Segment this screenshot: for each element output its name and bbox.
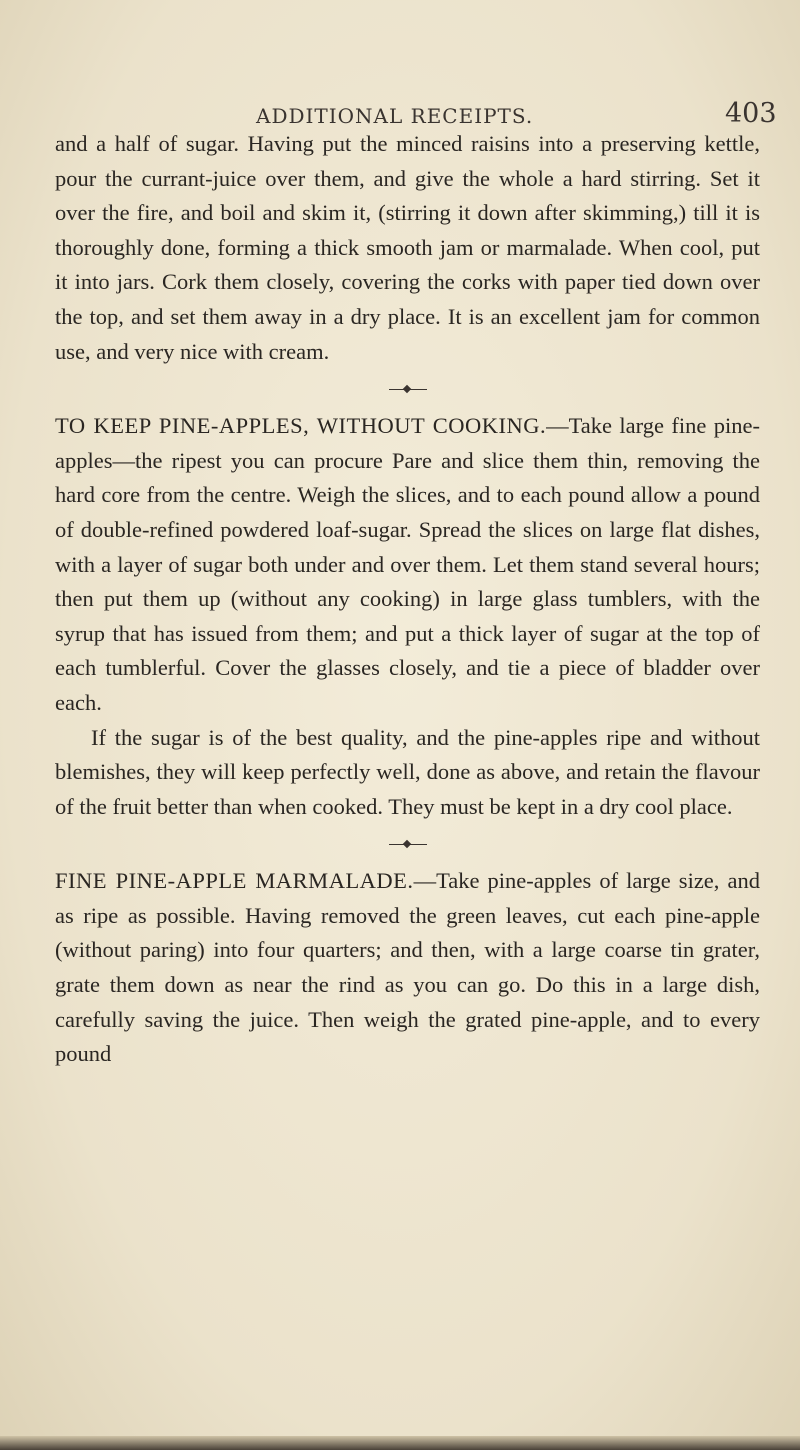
recipe-body-pineapples: —Take large fine pine-apples—the ripest you can procure Pare and slice them thin, removing the hard core from the centre. Weigh the slices, and to each pound allow a pound of double-refined powdered loaf-sugar. Spread the slices on large flat dishes, with a layer of sugar both under and over them. Let them stand several hours; then put them up (without any cooking) in large glass tumblers, with the syrup that has issued from them; and put a thick layer of sugar at the top of each tumblerful. Cover the glasses closely, and tie a piece of bladder over each. [55, 413, 760, 715]
paragraph-raisin-jam-end: and a half of sugar. Having put the minced raisins into a preserving kettle, pour the currant-juice over them, and give the whole a hard stirring. Set it over the fire, and boil and skim it, (stirring it down after skimming,) till it is thoroughly done, forming a thick smooth jam or marmalade. When cool, put it into jars. Cork them closely, covering the corks with paper tied down over the top, and set them away in a dry place. It is an excellent jam for common use, and very nice with cream. [55, 131, 760, 364]
section-divider [55, 824, 760, 864]
section-divider [55, 369, 760, 409]
page-bottom-edge [0, 1436, 800, 1450]
body-text [55, 127, 760, 1072]
paragraph-pineapples-without-cooking [55, 409, 760, 720]
divider-ornament [389, 844, 427, 845]
recipe-title-pineapples: TO KEEP PINE-APPLES, WITHOUT COOKING. [55, 413, 547, 439]
running-head-title: ADDITIONAL RECEIPTS. [256, 104, 534, 128]
recipe-body-marmalade: —Take pine-apples of large size, and as ripe as possible. Having removed the green leaves, cut each pine-apple (without paring) into four quarters; and then, with a large coarse tin grater, grate them down as near the rind as you can go. Do this in a large dish, carefully saving the juice. Then weigh the grated pine-apple, and to every pound [55, 868, 760, 1067]
paragraph-pineapple-keeping-note: If the sugar is of the best quality, and the pine-apples ripe and without blemishes, they will keep perfectly well, done as above, and retain the flavour of the fruit better than when cooked. They must be kept in a dry cool place. [55, 724, 760, 819]
page-number: 403 [725, 98, 777, 129]
divider-ornament [389, 389, 427, 390]
recipe-title-marmalade: FINE PINE-APPLE MARMALADE. [55, 868, 414, 894]
paragraph-pineapple-marmalade [55, 864, 760, 1072]
